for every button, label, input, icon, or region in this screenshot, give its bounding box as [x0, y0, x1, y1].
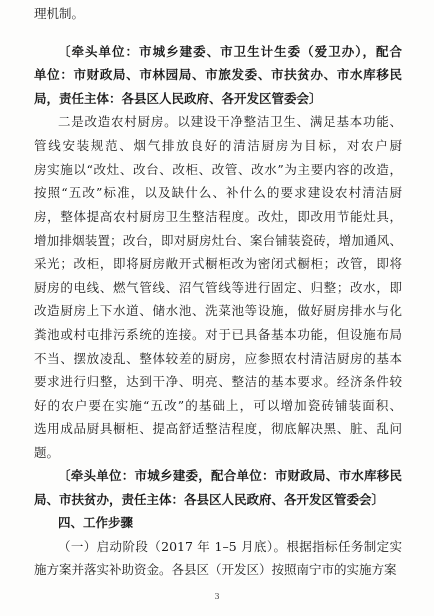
text-line: 按照“五改”标准，以及缺什么、补什么的要求建设农村清洁厨	[34, 185, 402, 200]
text-line: 好的农户要在实施“五改”的基础上，可以增加瓷砖铺装面积、	[34, 398, 402, 413]
text-line: 采光；改柜，即将厨房敞开式橱柜改为密闭式橱柜；改管，即将	[34, 256, 402, 271]
text-line: 施方案并落实补助资金。各县区（开发区）按照南宁市的实施方案	[34, 562, 397, 577]
text-line: 理机制。	[34, 6, 85, 21]
text-line: 局、市扶贫办，责任主体：各县区人民政府、各开发区管委会〕	[34, 492, 385, 507]
text-line: 管线安装规范、烟气排放良好的清洁厨房为目标，对农户厨	[34, 138, 402, 153]
text-line: 单位：市财政局、市林园局、市旅发委、市扶贫办、市水库移民	[34, 67, 402, 82]
text-line: 改造厨房上下水道、储水池、洗菜池等设施，做好厨房排水与化	[34, 303, 402, 318]
text-line: 〔牵头单位：市城乡建委，配合单位：市财政局、市水库移民	[58, 468, 402, 483]
text-line: 二是改造农村厨房。以建设干净整洁卫生、满足基本功能、	[58, 114, 402, 129]
text-line: 不当、摆放凌乱、整体较差的厨房，应参照农村清洁厨房的基本	[34, 351, 402, 366]
text-line: 要求进行归整，达到干净、明亮、整洁的基本要求。经济条件较	[34, 374, 402, 389]
text-line: 〔牵头单位：市城乡建委、市卫生计生委（爱卫办），配合	[58, 44, 402, 59]
text-line: 选用成品厨具橱柜、提高舒适整洁程度，彻底解决黑、脏、乱问	[34, 421, 402, 436]
text-line: 题。	[34, 445, 60, 460]
text-line: 房实施以“改灶、改台、改柜、改管、改水”为主要内容的改造，	[34, 162, 402, 177]
text-line: （一）启动阶段（2017 年 1–5 月底）。根据指标任务制定实	[58, 539, 402, 554]
text-line: 厨房的电线、燃气管线、沼气管线等进行固定、归整；改水，即	[34, 280, 402, 295]
text-line: 增加排烟装置；改台，即对厨房灶台、案台铺装瓷砖，增加通风、	[34, 233, 402, 248]
text-line: 房，整体提高农村厨房卫生整洁程度。改灶，即改用节能灶具，	[34, 209, 402, 224]
page-number: 3	[214, 592, 220, 601]
text-line: 粪池或村屯排污系统的连接。对于已具备基本功能，但设施布局	[34, 327, 402, 342]
section-heading: 四、工作步骤	[58, 515, 134, 530]
text-line: 局，责任主体：各县区人民政府、各开发区管委会〕	[34, 91, 322, 106]
